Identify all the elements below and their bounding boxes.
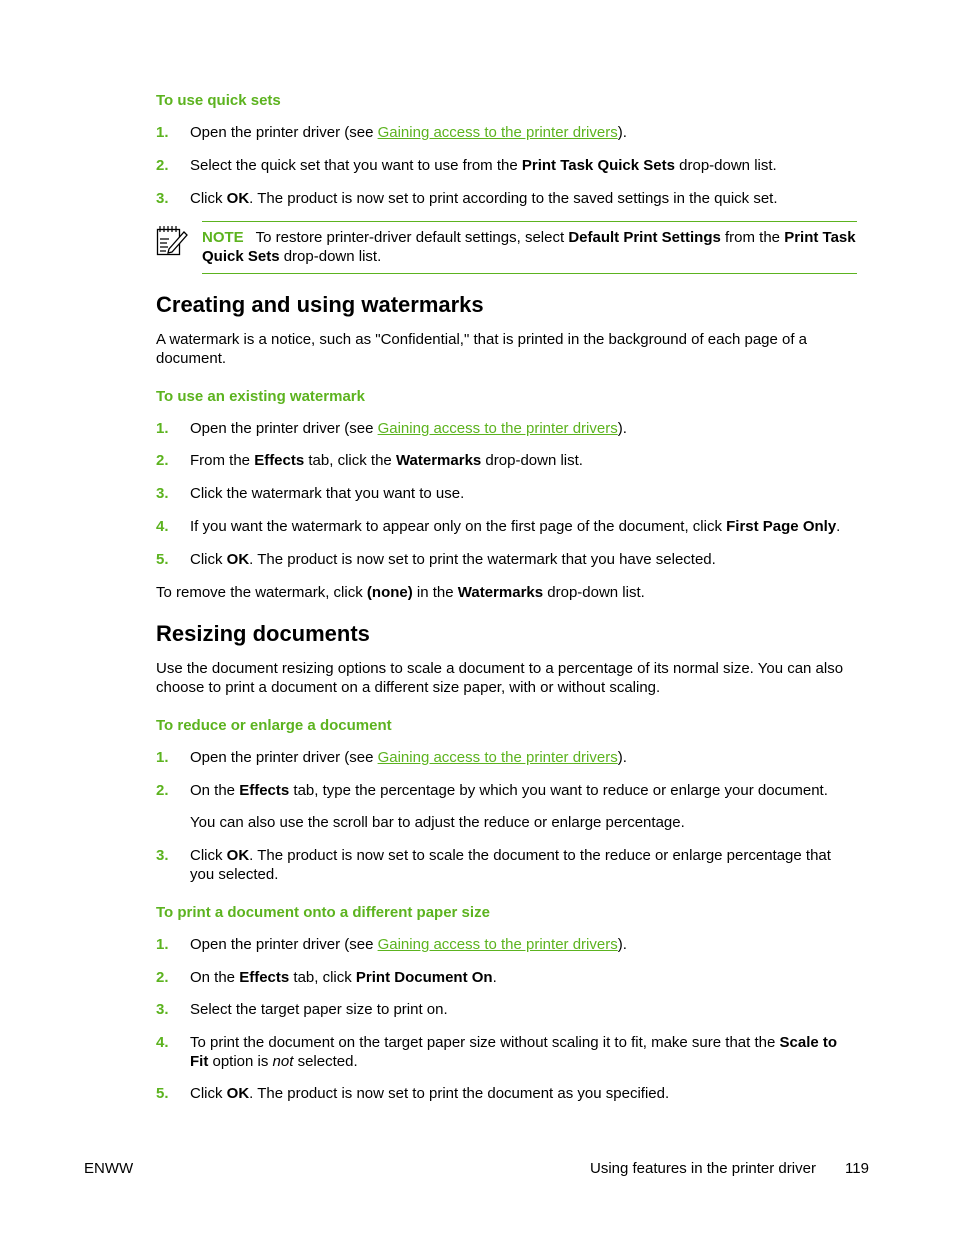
watermarks-intro: A watermark is a notice, such as "Confidential," that is printed in the background of each page of a document. [156, 331, 808, 367]
subheading-different-paper: To print a document onto a different paper size [156, 904, 490, 921]
remove-watermark-text: To remove the watermark, click (none) in the Watermarks drop-down list. [156, 584, 645, 601]
heading-resizing: Resizing documents [156, 621, 370, 646]
note-icon [156, 224, 188, 256]
heading-watermarks: Creating and using watermarks [156, 292, 484, 317]
subheading-existing-watermark: To use an existing watermark [156, 388, 365, 405]
page-number: 119 [845, 1160, 869, 1177]
resizing-intro: Use the document resizing options to scale a document to a percentage of its normal size. You can also choose to print a document on a different size paper, with or without scaling. [156, 660, 844, 696]
subheading-quick-sets: To use quick sets [156, 92, 281, 109]
gaining-access-link[interactable]: Gaining access to the printer drivers [377, 936, 618, 953]
footer-section: Using features in the printer driver [590, 1160, 816, 1177]
footer-left: ENWW [84, 1160, 134, 1177]
gaining-access-link[interactable]: Gaining access to the printer drivers [377, 420, 618, 437]
subheading-reduce-enlarge: To reduce or enlarge a document [156, 717, 392, 734]
note-text: NOTE To restore printer-driver default settings, select Default Print Settings from the Print Task Quick Sets drop-down list. [202, 229, 856, 265]
note-box [202, 221, 857, 274]
gaining-access-link[interactable]: Gaining access to the printer drivers [377, 124, 618, 141]
gaining-access-link[interactable]: Gaining access to the printer drivers [377, 749, 618, 766]
